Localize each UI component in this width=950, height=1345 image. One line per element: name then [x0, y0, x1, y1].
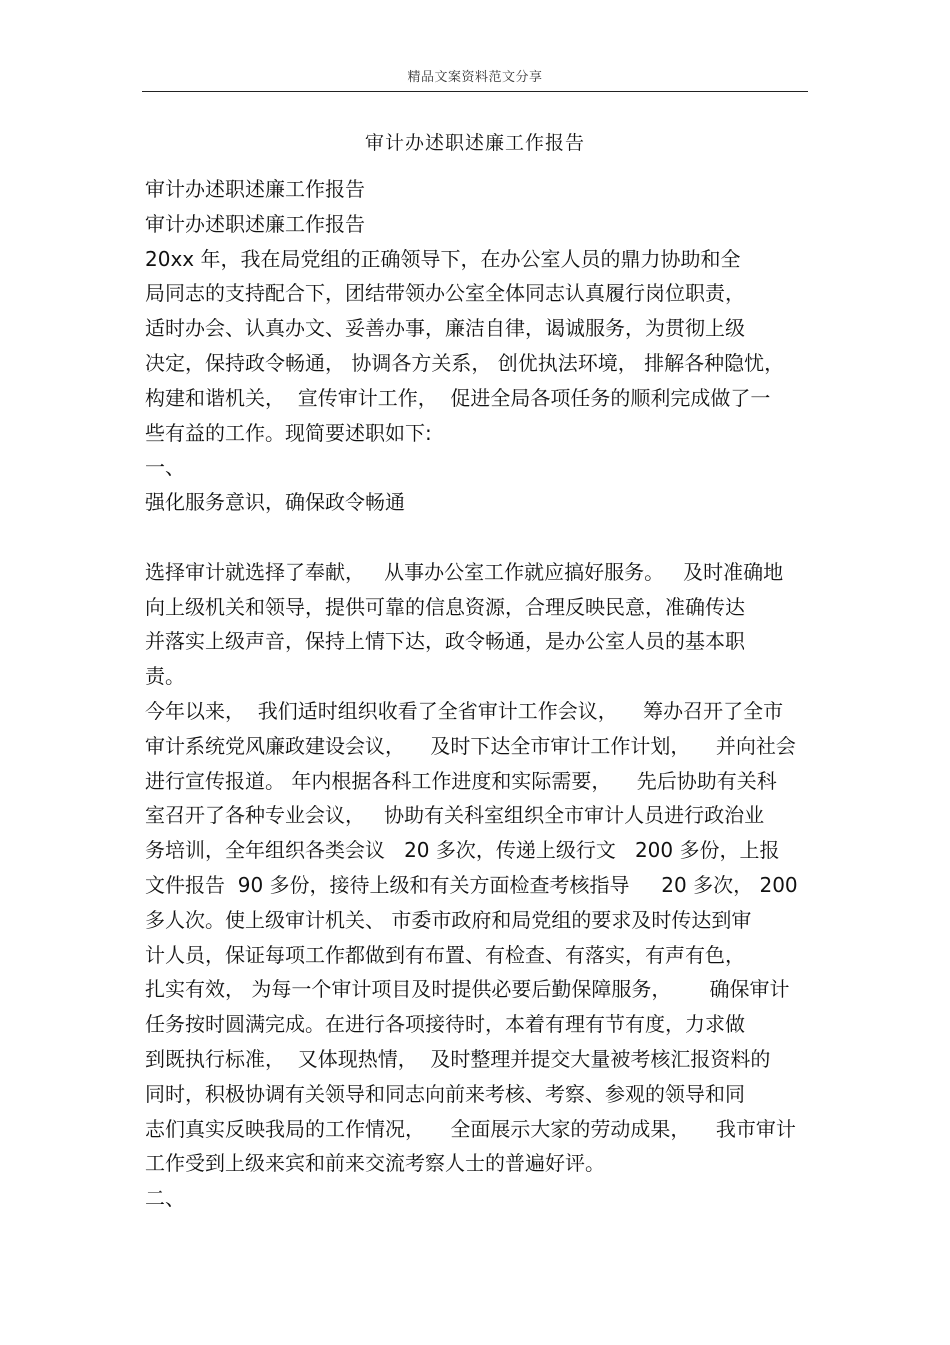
body-line: 并落实上级声音，保持上情下达，政令畅通，是办公室人员的基本职: [145, 629, 745, 654]
body-line: 到既执行标准， 又体现热情， 及时整理并提交大量被考核汇报资料的: [145, 1046, 771, 1071]
body-line: 审计办述职述廉工作报告: [145, 177, 365, 201]
body-line: 责。: [145, 664, 185, 689]
body-line: 志们真实反映我局的工作情况， 全面展示大家的劳动成果， 我市审计: [145, 1116, 796, 1141]
body-line: 选择审计就选择了奉献， 从事办公室工作就应搞好服务。 及时准确地: [145, 559, 784, 584]
body-line: 审计办述职述廉工作报告: [145, 211, 365, 236]
body-line: 室召开了各种专业会议， 协助有关科室组织全市审计人员进行政治业: [145, 803, 765, 828]
body-line: 些有益的工作。现简要述职如下:: [145, 420, 432, 445]
body-line: 适时办会、认真办文、妥善办事，廉洁自律，谒诚服务，为贯彻上级: [145, 316, 745, 341]
body-line: 构建和谐机关， 宣传审计工作， 促进全局各项任务的顺利完成做了一: [145, 385, 771, 410]
section-heading: 强化服务意识，确保政令畅通: [145, 490, 405, 515]
blank-line: [145, 520, 815, 555]
section-heading-number: 二、: [145, 1186, 185, 1211]
body-line: 进行宣传报道。 年内根据各科工作进度和实际需要， 先后协助有关科: [145, 768, 777, 793]
document-body: [145, 172, 815, 1216]
body-line: 今年以来， 我们适时组织收看了全省审计工作会议， 筹办召开了全市: [145, 698, 784, 723]
body-line: 局同志的支持配合下，团结带领办公室全体同志认真履行岗位职责，: [145, 281, 745, 306]
body-line: 多人次。使上级审计机关、 市委市政府和局党组的要求及时传达到审: [145, 907, 752, 932]
body-line: 决定，保持政令畅通， 协调各方关系， 创优执法环境， 排解各种隐忧，: [145, 350, 785, 375]
section-heading-number: 一、: [145, 455, 185, 480]
body-line: 务培训，全年组织各类会议 20 多次，传递上级行文 200 多份，上报: [145, 838, 780, 863]
body-line: 计人员，保证每项工作都做到有布置、有检查、有落实，有声有色，: [145, 942, 745, 967]
body-line: 工作受到上级来宾和前来交流考察人士的普遍好评。: [145, 1151, 605, 1176]
header-divider: [142, 91, 808, 92]
body-line: 向上级机关和领导，提供可靠的信息资源，合理反映民意，准确传达: [145, 594, 745, 619]
body-line: 文件报告 90 多份，接待上级和有关方面检查考核指导 20 多次， 200: [145, 872, 798, 897]
body-line: 审计系统党风廉政建设会议， 及时下达全市审计工作计划， 并向社会: [145, 733, 796, 758]
body-line: 20xx 年，我在局党组的正确领导下，在办公室人员的鼎力协助和全: [145, 246, 741, 271]
body-line: 扎实有效， 为每一个审计项目及时提供必要后勤保障服务， 确保审计: [145, 977, 790, 1002]
page-header: 精品文案资料范文分享: [407, 70, 543, 85]
document-title: 审计办述职述廉工作报告: [364, 132, 585, 154]
body-line: 任务按时圆满完成。在进行各项接待时，本着有理有节有度，力求做: [145, 1012, 745, 1037]
body-line: 同时，积极协调有关领导和同志向前来考核、考察、参观的领导和同: [145, 1081, 745, 1106]
